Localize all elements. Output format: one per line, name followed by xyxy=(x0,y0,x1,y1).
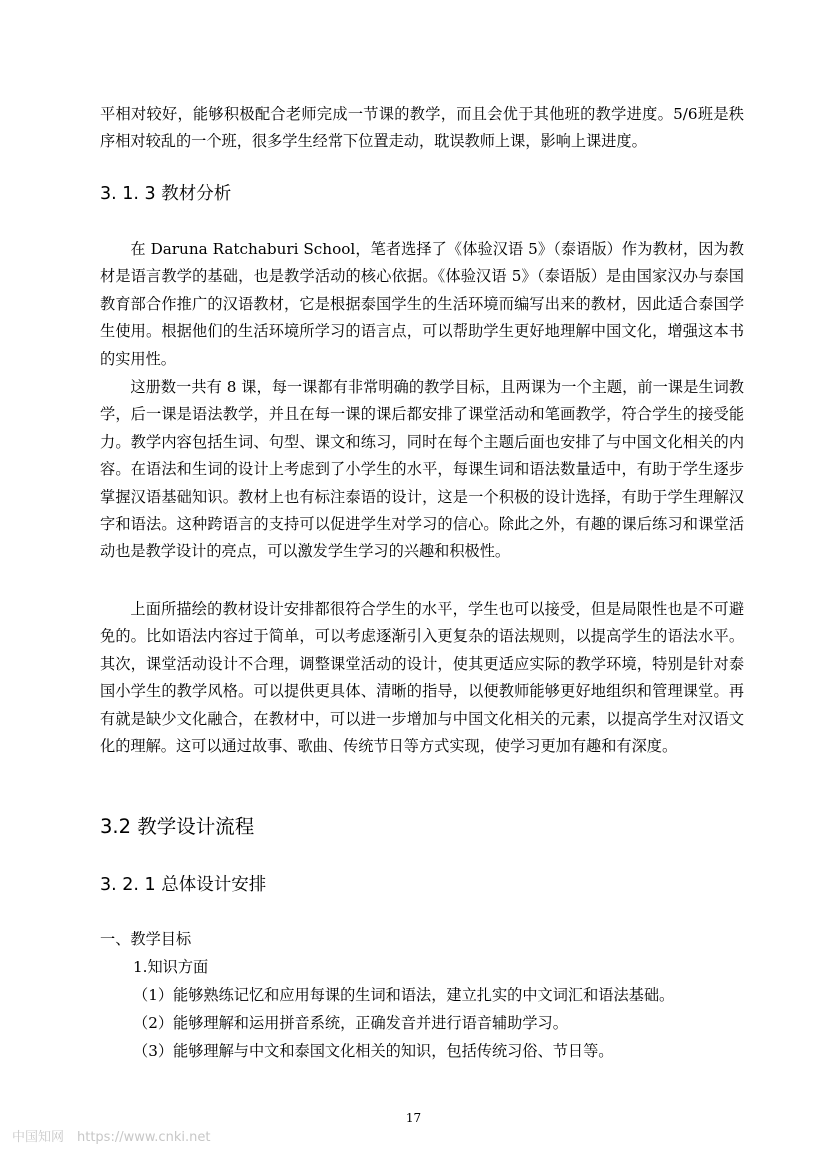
goal-item: （2）能够理解和运用拼音系统，正确发音并进行语音辅助学习。 xyxy=(133,1014,568,1032)
teaching-goals-heading: 一、教学目标 xyxy=(100,930,192,948)
cnki-watermark: 中国知网 https://www.cnki.net xyxy=(12,1130,211,1145)
intro-paragraph: 平相对较好，能够积极配合老师完成一节课的教学，而且会优于其他班的教学进度。5/6班是秩序相对较乱的一个班，很多学生经常下位置走动，耽误教师上课，影响上课进度。 xyxy=(100,105,744,151)
knowledge-subheading: 1.知识方面 xyxy=(133,958,209,976)
section-3-1-3-heading: 3. 1. 3 教材分析 xyxy=(100,184,232,204)
section-3-2-heading: 3.2 教学设计流程 xyxy=(100,815,255,838)
textbook-limitations-paragraph: 上面所描绘的教材设计安排都很符合学生的水平，学生也可以接受，但是局限性也是不可避免的。比如语法内容过于简单，可以考虑逐渐引入更复杂的语法规则，以提高学生的语法水平。其次，课堂活动设计不合理，调整课堂活动的设计，使其更适应实际的教学环境，特别是针对泰国小学生的教学风格。可以提供更具体、清晰的指导，以便教师能够更好地组织和管理课堂。再有就是缺少文化融合，在教材中，可以进一步增加与中国文化相关的元素，以提高学生对汉语文化的理解。这可以通过故事、歌曲、传统节日等方式实现，使学习更加有趣和有深度。 xyxy=(100,600,744,756)
page-number: 17 xyxy=(405,1111,422,1125)
goal-item: （1）能够熟练记忆和应用每课的生词和语法，建立扎实的中文词汇和语法基础。 xyxy=(133,986,675,1004)
goal-item: （3）能够理解与中文和泰国文化相关的知识，包括传统习俗、节日等。 xyxy=(133,1042,614,1060)
textbook-content-paragraph: 这册数一共有 8 课，每一课都有非常明确的教学目标，且两课为一个主题，前一课是生词教学，后一课是语法教学，并且在每一课的课后都安排了课堂活动和笔画教学，符合学生的接受能力。教学内容包括生词、句型、课文和练习，同时在每个主题后面也安排了与中国文化相关的内容。在语法和生词的设计上考虑到了小学生的水平，每课生词和语法数量适中，有助于学生逐步掌握汉语基础知识。教材上也有标注泰语的设计，这是一个积极的设计选择，有助于学生理解汉字和语法。这种跨语言的支持可以促进学生对学习的信心。除此之外，有趣的课后练习和课堂活动也是教学设计的亮点，可以激发学生学习的兴趣和积极性。 xyxy=(100,378,744,561)
section-3-2-1-heading: 3. 2. 1 总体设计安排 xyxy=(100,875,267,895)
textbook-intro-paragraph: 在 Daruna Ratchaburi School，笔者选择了《体验汉语 5》（泰语版）作为教材，因为教材是语言教学的基础，也是教学活动的核心依据。《体验汉语 5》（泰语版）是由国家汉办与泰国教育部合作推广的汉语教材，它是根据泰国学生的生活环境而编写出来的教材，因此适合泰国学生使用。根据他们的生活环境所学习的语言点，可以帮助学生更好地理解中国文化，增强这本书的实用性。 xyxy=(100,240,744,368)
